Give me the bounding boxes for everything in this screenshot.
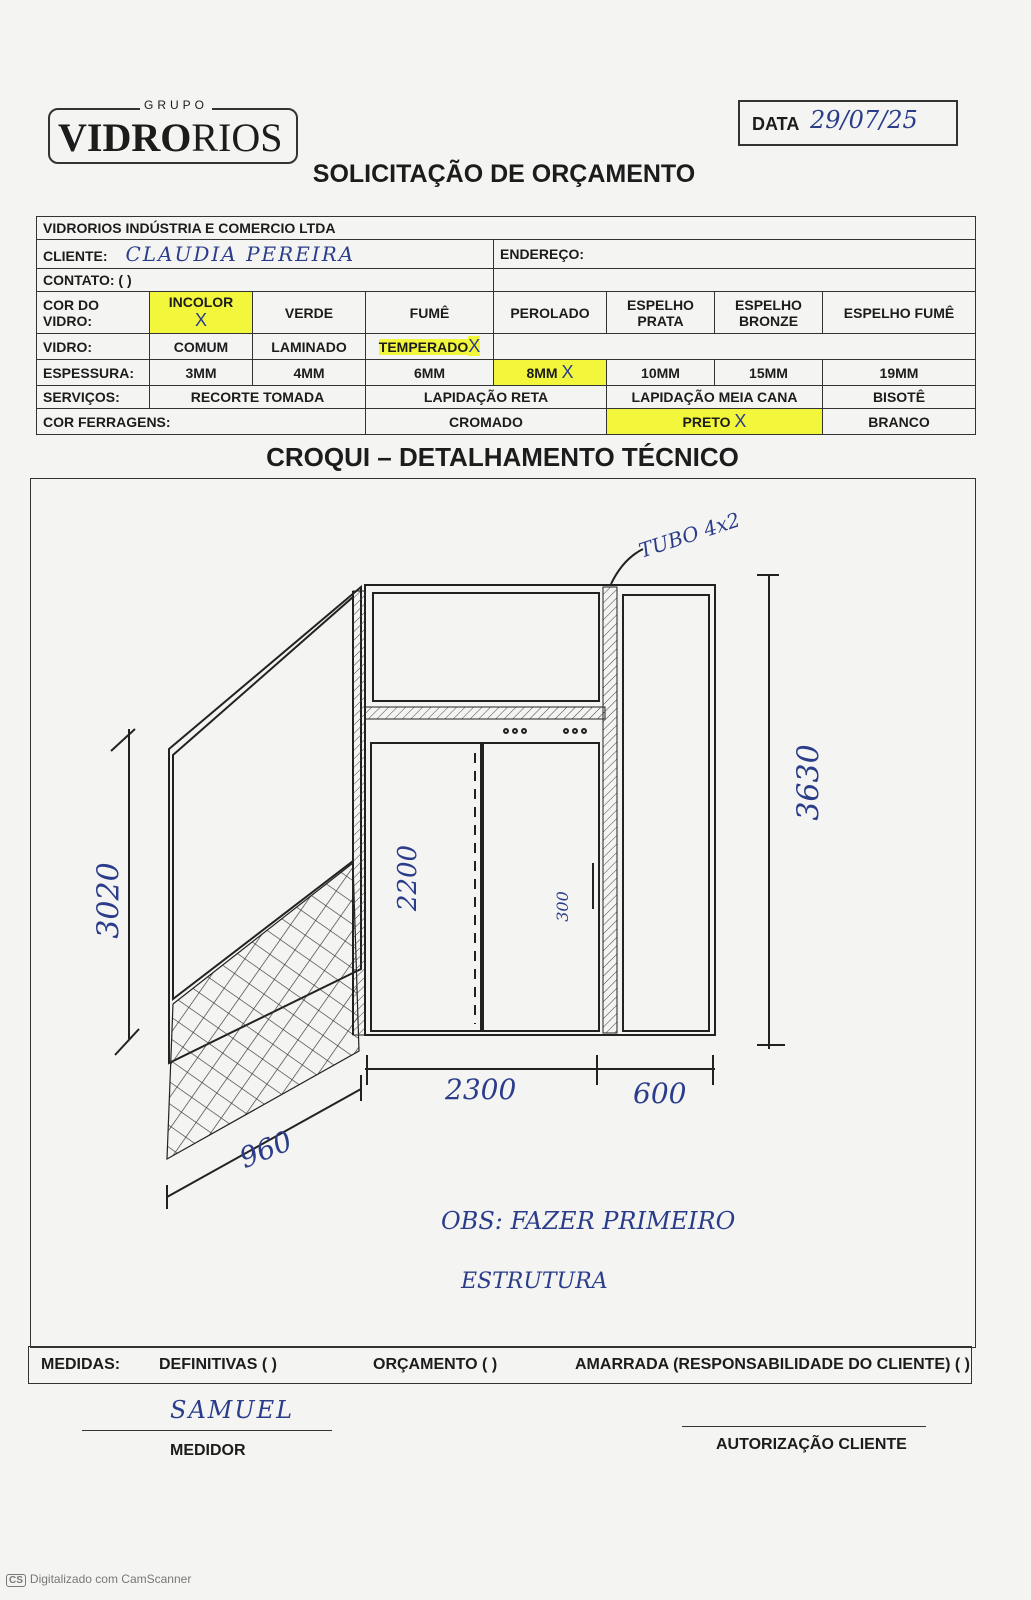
address-cell xyxy=(494,240,976,269)
side-light xyxy=(623,595,709,1031)
hardware-label: COR FERRAGENS: xyxy=(37,409,366,435)
dimension-height-right: 3630 xyxy=(791,744,827,821)
address-label: ENDEREÇO: xyxy=(500,246,585,262)
right-door xyxy=(483,743,599,1031)
camscanner-icon: CS xyxy=(6,1574,26,1587)
measures-definitive[interactable]: DEFINITIVAS ( ) xyxy=(159,1356,277,1373)
glass-type-comum: COMUM xyxy=(150,334,253,360)
hardware-cromado: CROMADO xyxy=(366,409,607,435)
glass-color-incolor-label: INCOLOR xyxy=(168,294,234,310)
thickness-8mm xyxy=(494,360,607,386)
date-value: 29/07/25 xyxy=(810,106,918,134)
observation-line-1: OBS: FAZER PRIMEIRO xyxy=(441,1207,736,1235)
glass-type-laminado: LAMINADO xyxy=(253,334,366,360)
date-label: DATA xyxy=(752,114,800,134)
glass-color-perolado: PEROLADO xyxy=(494,292,607,334)
thickness-3mm: 3MM xyxy=(150,360,253,386)
thickness-label: ESPESSURA: xyxy=(37,360,150,386)
measurer-signature: SAMUEL xyxy=(170,1396,295,1424)
date-box xyxy=(738,100,958,146)
dimension-height-left: 3020 xyxy=(91,862,127,939)
measures-tied[interactable]: AMARRADA (RESPONSABILIDADE DO CLIENTE) ( ) xyxy=(575,1356,970,1373)
dimension-handle: 300 xyxy=(552,891,572,922)
thickness-10mm: 10MM xyxy=(607,360,715,386)
center-tube xyxy=(603,587,617,1033)
hardware-branco: BRANCO xyxy=(823,409,976,435)
glass-color-label: COR DO VIDRO: xyxy=(37,292,150,334)
page-title: SOLICITAÇÃO DE ORÇAMENTO xyxy=(312,160,696,188)
tube-note: TUBO 4x2 xyxy=(635,507,743,563)
check-mark: X xyxy=(734,411,747,431)
measurer-label: MEDIDOR xyxy=(170,1442,246,1459)
sketch-title: CROQUI – DETALHAMENTO TÉCNICO xyxy=(266,442,739,472)
company-logo xyxy=(48,98,298,166)
dimension-width-side: 600 xyxy=(633,1077,687,1110)
left-door xyxy=(371,743,481,1031)
client-authorization-label: AUTORIZAÇÃO CLIENTE xyxy=(716,1436,907,1453)
check-mark: X xyxy=(194,310,207,330)
glass-type-empty xyxy=(494,334,976,360)
glass-color-verde: VERDE xyxy=(253,292,366,334)
client-cell xyxy=(37,240,494,269)
dimension-width-main: 2300 xyxy=(445,1073,517,1106)
glass-type-temperado-label: TEMPERADO xyxy=(378,339,469,355)
hardware-preto xyxy=(607,409,823,435)
scanner-footer xyxy=(6,1572,191,1587)
quote-form-table xyxy=(36,216,976,435)
logo-name xyxy=(58,114,282,161)
floor-hatch xyxy=(167,863,359,1159)
glass-type-temperado xyxy=(366,334,494,360)
thickness-8mm-label: 8MM xyxy=(526,365,558,381)
client-label: CLIENTE: xyxy=(43,248,108,264)
measurer-signature-line xyxy=(82,1430,332,1431)
measures-row xyxy=(28,1346,972,1384)
sketch-area xyxy=(30,478,976,1348)
check-mark: X xyxy=(468,336,481,356)
glass-type-label: VIDRO: xyxy=(37,334,150,360)
logo-rest: RIOS xyxy=(191,115,283,160)
glass-color-espelho-bronze: ESPELHO BRONZE xyxy=(715,292,823,334)
transom-panel xyxy=(373,593,599,701)
logo-group-text: GRUPO xyxy=(140,98,212,112)
glass-color-incolor xyxy=(150,292,253,334)
dimension-depth: 960 xyxy=(234,1124,297,1175)
hardware-preto-label: PRETO xyxy=(682,414,731,430)
service-bisote: BISOTÊ xyxy=(823,386,976,409)
service-lapidacao-reta: LAPIDAÇÃO RETA xyxy=(366,386,607,409)
measures-budget[interactable]: ORÇAMENTO ( ) xyxy=(373,1356,498,1373)
transom-tube xyxy=(365,707,605,719)
client-signature-line xyxy=(682,1426,926,1427)
contact-empty-cell xyxy=(494,269,976,292)
check-mark: X xyxy=(561,362,574,382)
client-value: CLAUDIA PEREIRA xyxy=(125,242,356,266)
thickness-15mm: 15MM xyxy=(715,360,823,386)
services-label: SERVIÇOS: xyxy=(37,386,150,409)
company-name: VIDRORIOS INDÚSTRIA E COMERCIO LTDA xyxy=(37,217,976,240)
dimension-door-height: 2200 xyxy=(393,844,424,912)
service-recorte-tomada: RECORTE TOMADA xyxy=(150,386,366,409)
glass-color-espelho-prata: ESPELHO PRATA xyxy=(607,292,715,334)
thickness-6mm: 6MM xyxy=(366,360,494,386)
service-lapidacao-meia-cana: LAPIDAÇÃO MEIA CANA xyxy=(607,386,823,409)
scanner-text: Digitalizado com CamScanner xyxy=(29,1572,192,1586)
glass-color-fume: FUMÊ xyxy=(366,292,494,334)
observation-line-2: ESTRUTURA xyxy=(461,1269,608,1294)
main-frame xyxy=(365,585,715,1035)
logo-bold: VIDRO xyxy=(58,115,192,160)
thickness-19mm: 19MM xyxy=(823,360,976,386)
measures-label: MEDIDAS: xyxy=(41,1356,121,1373)
glass-color-espelho-fume: ESPELHO FUMÊ xyxy=(823,292,976,334)
contact-cell: CONTATO: ( ) xyxy=(37,269,494,292)
thickness-4mm: 4MM xyxy=(253,360,366,386)
